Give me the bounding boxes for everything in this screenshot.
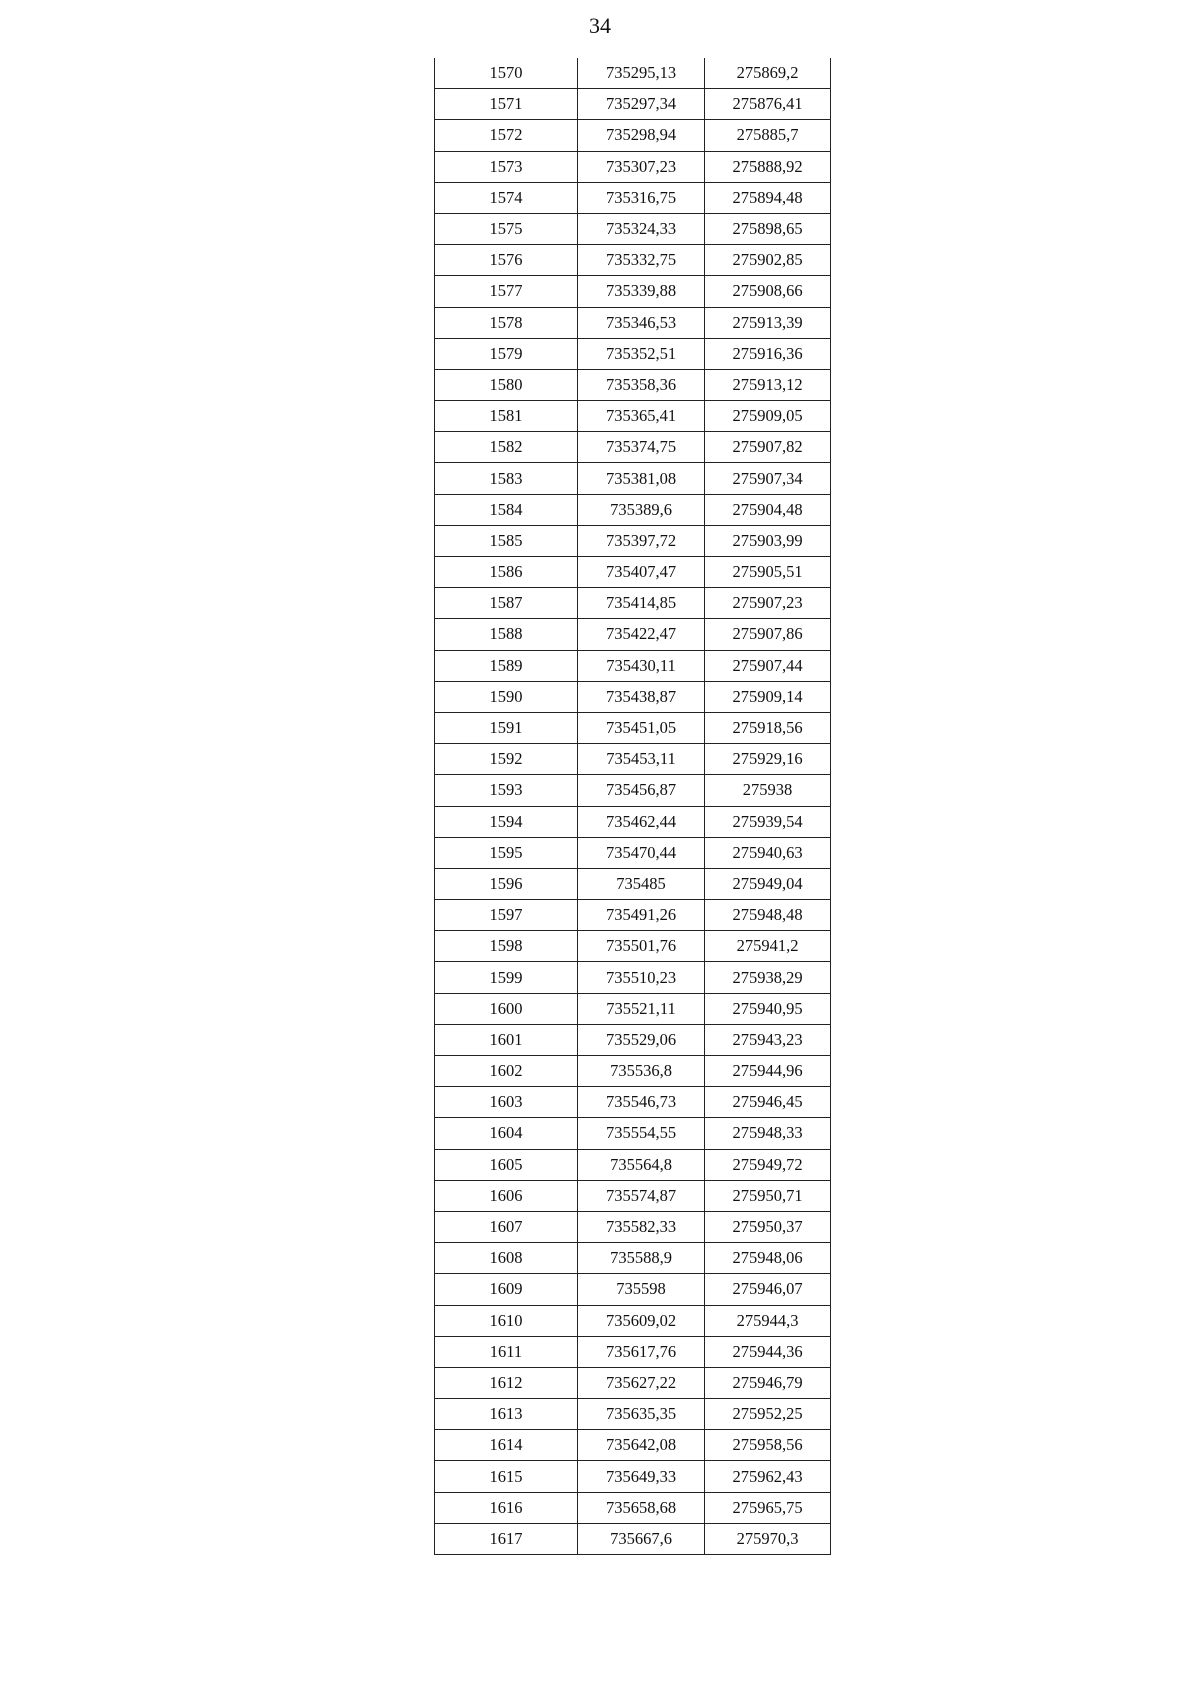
x-coordinate-cell: 735627,22: [578, 1367, 705, 1398]
x-coordinate-cell: 735332,75: [578, 245, 705, 276]
x-coordinate-cell: 735667,6: [578, 1523, 705, 1554]
page-number: 34: [589, 13, 611, 38]
x-coordinate-cell: 735617,76: [578, 1336, 705, 1367]
y-coordinate-cell: 275940,95: [705, 993, 831, 1024]
x-coordinate-cell: 735510,23: [578, 962, 705, 993]
table-row: [435, 1367, 831, 1398]
y-coordinate-cell: 275948,33: [705, 1118, 831, 1149]
point-number-cell: 1591: [435, 712, 578, 743]
table-row: [435, 151, 831, 182]
x-coordinate-cell: 735438,87: [578, 681, 705, 712]
y-coordinate-cell: 275898,65: [705, 213, 831, 244]
point-number-cell: 1593: [435, 775, 578, 806]
y-coordinate-cell: 275965,75: [705, 1492, 831, 1523]
x-coordinate-cell: 735316,75: [578, 182, 705, 213]
x-coordinate-cell: 735588,9: [578, 1243, 705, 1274]
table-row: [435, 837, 831, 868]
point-number-cell: 1596: [435, 868, 578, 899]
x-coordinate-cell: 735414,85: [578, 588, 705, 619]
x-coordinate-cell: 735297,34: [578, 89, 705, 120]
x-coordinate-cell: 735491,26: [578, 900, 705, 931]
point-number-cell: 1616: [435, 1492, 578, 1523]
point-number-cell: 1572: [435, 120, 578, 151]
y-coordinate-cell: 275888,92: [705, 151, 831, 182]
point-number-cell: 1604: [435, 1118, 578, 1149]
point-number-cell: 1570: [435, 58, 578, 89]
point-number-cell: 1602: [435, 1056, 578, 1087]
x-coordinate-cell: 735649,33: [578, 1461, 705, 1492]
point-number-cell: 1577: [435, 276, 578, 307]
point-number-cell: 1582: [435, 432, 578, 463]
x-coordinate-cell: 735642,08: [578, 1430, 705, 1461]
x-coordinate-cell: 735451,05: [578, 712, 705, 743]
point-number-cell: 1573: [435, 151, 578, 182]
table-row: [435, 868, 831, 899]
y-coordinate-cell: 275946,45: [705, 1087, 831, 1118]
point-number-cell: 1588: [435, 619, 578, 650]
table-row: [435, 775, 831, 806]
x-coordinate-cell: 735295,13: [578, 58, 705, 89]
x-coordinate-cell: 735407,47: [578, 557, 705, 588]
point-number-cell: 1575: [435, 213, 578, 244]
point-number-cell: 1606: [435, 1180, 578, 1211]
y-coordinate-cell: 275916,36: [705, 338, 831, 369]
y-coordinate-cell: 275950,71: [705, 1180, 831, 1211]
point-number-cell: 1589: [435, 650, 578, 681]
point-number-cell: 1581: [435, 401, 578, 432]
table-row: [435, 1305, 831, 1336]
y-coordinate-cell: 275918,56: [705, 712, 831, 743]
point-number-cell: 1598: [435, 931, 578, 962]
table-row: [435, 681, 831, 712]
y-coordinate-cell: 275876,41: [705, 89, 831, 120]
x-coordinate-cell: 735430,11: [578, 650, 705, 681]
y-coordinate-cell: 275907,86: [705, 619, 831, 650]
x-coordinate-cell: 735381,08: [578, 463, 705, 494]
x-coordinate-cell: 735554,55: [578, 1118, 705, 1149]
table-row: [435, 338, 831, 369]
table-row: [435, 1024, 831, 1055]
y-coordinate-cell: 275929,16: [705, 744, 831, 775]
y-coordinate-cell: 275885,7: [705, 120, 831, 151]
point-number-cell: 1603: [435, 1087, 578, 1118]
y-coordinate-cell: 275869,2: [705, 58, 831, 89]
table-row: [435, 58, 831, 89]
table-row: [435, 1211, 831, 1242]
x-coordinate-cell: 735298,94: [578, 120, 705, 151]
x-coordinate-cell: 735485: [578, 868, 705, 899]
table-row: [435, 494, 831, 525]
table-row: [435, 120, 831, 151]
x-coordinate-cell: 735536,8: [578, 1056, 705, 1087]
y-coordinate-cell: 275913,39: [705, 307, 831, 338]
table-row: [435, 213, 831, 244]
y-coordinate-cell: 275944,36: [705, 1336, 831, 1367]
x-coordinate-cell: 735658,68: [578, 1492, 705, 1523]
point-number-cell: 1571: [435, 89, 578, 120]
point-number-cell: 1587: [435, 588, 578, 619]
x-coordinate-cell: 735374,75: [578, 432, 705, 463]
table-row: [435, 588, 831, 619]
table-row: [435, 900, 831, 931]
y-coordinate-cell: 275904,48: [705, 494, 831, 525]
y-coordinate-cell: 275948,06: [705, 1243, 831, 1274]
table-row: [435, 1523, 831, 1554]
table-row: [435, 276, 831, 307]
table-row: [435, 993, 831, 1024]
point-number-cell: 1611: [435, 1336, 578, 1367]
x-coordinate-cell: 735422,47: [578, 619, 705, 650]
table-row: [435, 962, 831, 993]
x-coordinate-cell: 735397,72: [578, 525, 705, 556]
table-row: [435, 557, 831, 588]
y-coordinate-cell: 275903,99: [705, 525, 831, 556]
table-row: [435, 1492, 831, 1523]
table-row: [435, 1149, 831, 1180]
y-coordinate-cell: 275949,04: [705, 868, 831, 899]
point-number-cell: 1608: [435, 1243, 578, 1274]
y-coordinate-cell: 275941,2: [705, 931, 831, 962]
point-number-cell: 1592: [435, 744, 578, 775]
x-coordinate-cell: 735346,53: [578, 307, 705, 338]
y-coordinate-cell: 275907,34: [705, 463, 831, 494]
y-coordinate-cell: 275907,23: [705, 588, 831, 619]
y-coordinate-cell: 275944,3: [705, 1305, 831, 1336]
table-row: [435, 307, 831, 338]
y-coordinate-cell: 275970,3: [705, 1523, 831, 1554]
point-number-cell: 1612: [435, 1367, 578, 1398]
table-row: [435, 1399, 831, 1430]
x-coordinate-cell: 735462,44: [578, 806, 705, 837]
x-coordinate-cell: 735609,02: [578, 1305, 705, 1336]
point-number-cell: 1597: [435, 900, 578, 931]
y-coordinate-cell: 275909,05: [705, 401, 831, 432]
point-number-cell: 1580: [435, 369, 578, 400]
point-number-cell: 1614: [435, 1430, 578, 1461]
table-row: [435, 931, 831, 962]
point-number-cell: 1600: [435, 993, 578, 1024]
y-coordinate-cell: 275952,25: [705, 1399, 831, 1430]
y-coordinate-cell: 275939,54: [705, 806, 831, 837]
point-number-cell: 1584: [435, 494, 578, 525]
y-coordinate-cell: 275902,85: [705, 245, 831, 276]
table-row: [435, 806, 831, 837]
table-row: [435, 432, 831, 463]
x-coordinate-cell: 735501,76: [578, 931, 705, 962]
point-number-cell: 1610: [435, 1305, 578, 1336]
point-number-cell: 1585: [435, 525, 578, 556]
point-number-cell: 1607: [435, 1211, 578, 1242]
y-coordinate-cell: 275905,51: [705, 557, 831, 588]
table-row: [435, 1118, 831, 1149]
x-coordinate-cell: 735352,51: [578, 338, 705, 369]
y-coordinate-cell: 275949,72: [705, 1149, 831, 1180]
point-number-cell: 1613: [435, 1399, 578, 1430]
table-row: [435, 463, 831, 494]
y-coordinate-cell: 275938: [705, 775, 831, 806]
point-number-cell: 1578: [435, 307, 578, 338]
x-coordinate-cell: 735521,11: [578, 993, 705, 1024]
point-number-cell: 1605: [435, 1149, 578, 1180]
x-coordinate-cell: 735453,11: [578, 744, 705, 775]
table-row: [435, 1274, 831, 1305]
table-row: [435, 401, 831, 432]
point-number-cell: 1609: [435, 1274, 578, 1305]
x-coordinate-cell: 735307,23: [578, 151, 705, 182]
y-coordinate-cell: 275958,56: [705, 1430, 831, 1461]
y-coordinate-cell: 275950,37: [705, 1211, 831, 1242]
table-row: [435, 89, 831, 120]
y-coordinate-cell: 275907,82: [705, 432, 831, 463]
x-coordinate-cell: 735529,06: [578, 1024, 705, 1055]
x-coordinate-cell: 735635,35: [578, 1399, 705, 1430]
y-coordinate-cell: 275894,48: [705, 182, 831, 213]
table-row: [435, 1430, 831, 1461]
x-coordinate-cell: 735574,87: [578, 1180, 705, 1211]
coordinates-table-body: [435, 58, 831, 1555]
x-coordinate-cell: 735546,73: [578, 1087, 705, 1118]
point-number-cell: 1595: [435, 837, 578, 868]
y-coordinate-cell: 275938,29: [705, 962, 831, 993]
table-row: [435, 1461, 831, 1492]
y-coordinate-cell: 275944,96: [705, 1056, 831, 1087]
table-row: [435, 650, 831, 681]
table-row: [435, 1087, 831, 1118]
point-number-cell: 1599: [435, 962, 578, 993]
x-coordinate-cell: 735456,87: [578, 775, 705, 806]
y-coordinate-cell: 275940,63: [705, 837, 831, 868]
x-coordinate-cell: 735339,88: [578, 276, 705, 307]
y-coordinate-cell: 275943,23: [705, 1024, 831, 1055]
y-coordinate-cell: 275962,43: [705, 1461, 831, 1492]
table-row: [435, 1056, 831, 1087]
table-row: [435, 245, 831, 276]
table-row: [435, 712, 831, 743]
x-coordinate-cell: 735582,33: [578, 1211, 705, 1242]
y-coordinate-cell: 275908,66: [705, 276, 831, 307]
point-number-cell: 1590: [435, 681, 578, 712]
point-number-cell: 1617: [435, 1523, 578, 1554]
x-coordinate-cell: 735324,33: [578, 213, 705, 244]
table-row: [435, 1243, 831, 1274]
table-row: [435, 619, 831, 650]
x-coordinate-cell: 735389,6: [578, 494, 705, 525]
table-row: [435, 525, 831, 556]
y-coordinate-cell: 275946,07: [705, 1274, 831, 1305]
table-row: [435, 1336, 831, 1367]
y-coordinate-cell: 275909,14: [705, 681, 831, 712]
y-coordinate-cell: 275907,44: [705, 650, 831, 681]
point-number-cell: 1574: [435, 182, 578, 213]
point-number-cell: 1576: [435, 245, 578, 276]
y-coordinate-cell: 275913,12: [705, 369, 831, 400]
point-number-cell: 1601: [435, 1024, 578, 1055]
point-number-cell: 1583: [435, 463, 578, 494]
x-coordinate-cell: 735365,41: [578, 401, 705, 432]
x-coordinate-cell: 735470,44: [578, 837, 705, 868]
point-number-cell: 1594: [435, 806, 578, 837]
table-row: [435, 369, 831, 400]
x-coordinate-cell: 735564,8: [578, 1149, 705, 1180]
table-row: [435, 1180, 831, 1211]
x-coordinate-cell: 735358,36: [578, 369, 705, 400]
point-number-cell: 1615: [435, 1461, 578, 1492]
y-coordinate-cell: 275948,48: [705, 900, 831, 931]
point-number-cell: 1586: [435, 557, 578, 588]
table-row: [435, 744, 831, 775]
y-coordinate-cell: 275946,79: [705, 1367, 831, 1398]
coordinates-table: [434, 58, 831, 1555]
point-number-cell: 1579: [435, 338, 578, 369]
table-row: [435, 182, 831, 213]
x-coordinate-cell: 735598: [578, 1274, 705, 1305]
